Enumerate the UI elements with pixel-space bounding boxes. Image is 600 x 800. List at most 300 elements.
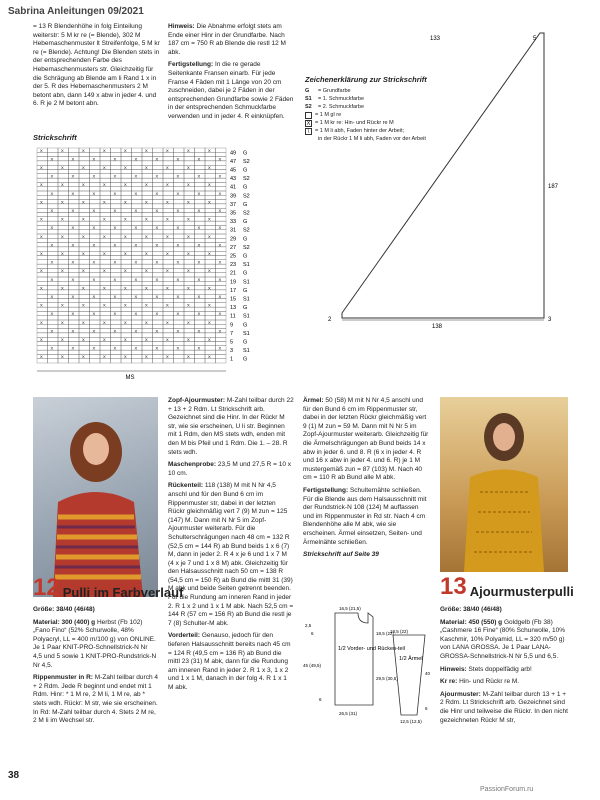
chart-mark: X (134, 294, 138, 299)
chart-cell (142, 152, 153, 156)
chart-cell (121, 260, 132, 264)
legend-symbol: X (306, 121, 311, 127)
chart-mark: X (197, 208, 201, 213)
chart-cell (153, 148, 164, 152)
chart-cell (90, 234, 101, 238)
chart-cell (58, 342, 69, 346)
chart-row-color: S2 (243, 176, 250, 183)
chart-cell (79, 273, 90, 277)
chart-cell (37, 191, 48, 195)
chart-cell (174, 264, 185, 268)
chart-cell (111, 333, 122, 337)
chart-cell (174, 281, 185, 285)
photo-pullover-13 (440, 397, 568, 572)
chart-mark: X (71, 311, 75, 317)
chart-mark: X (176, 208, 180, 213)
chart-mark: X (124, 199, 127, 205)
sleeve-schematic (385, 630, 435, 725)
chart-cell (90, 337, 101, 341)
chart-cell (153, 251, 164, 255)
chart-cell (58, 324, 69, 328)
chart-cell (195, 354, 206, 358)
chart-cell (132, 350, 143, 354)
chart-cell (153, 268, 164, 272)
chart-cell (195, 337, 206, 341)
chart-cell (216, 333, 227, 337)
chart-cell (58, 329, 69, 333)
chart-cell (153, 281, 164, 285)
chart-cell (142, 346, 153, 350)
chart-mark: X (92, 173, 96, 179)
chart-cell (111, 251, 122, 255)
chart-cell (195, 217, 206, 221)
chart-cell (163, 243, 174, 247)
chart-mark: X (92, 328, 96, 334)
chart-mark: X (124, 182, 127, 188)
kr-text: Hin- und Rückr re M. (459, 678, 520, 686)
chart-cell (205, 277, 216, 281)
chart-cell (69, 359, 80, 363)
dim-top: 133 (430, 36, 441, 42)
chart-mark: X (187, 182, 190, 188)
chart-cell (205, 329, 216, 333)
model-illustration-13 (440, 397, 568, 572)
chart-cell (121, 342, 132, 346)
chart-mark: X (71, 345, 75, 351)
chart-mark: X (187, 337, 190, 342)
chart-cell (184, 256, 195, 260)
chart-mark: X (71, 208, 75, 213)
chart-cell (132, 213, 143, 217)
chart-cell (69, 268, 80, 272)
chart-mark: X (82, 147, 85, 153)
chart-cell (184, 346, 195, 350)
kr-label: Kr re: (440, 678, 458, 686)
chart-cell (37, 329, 48, 333)
chart-cell (184, 152, 195, 156)
chart-cell (100, 243, 111, 247)
chart-mark: X (61, 302, 64, 308)
chart-cell (132, 337, 143, 341)
chart-mark: X (197, 242, 201, 248)
chart-cell (163, 359, 174, 363)
chart-cell (205, 191, 216, 195)
chart-cell (37, 243, 48, 247)
chart-row-number: 27 (230, 244, 237, 251)
chart-cell (142, 277, 153, 281)
chart-mark: X (134, 156, 138, 162)
chart-mark: X (71, 225, 75, 231)
chart-row-color: G (243, 184, 248, 191)
chart-cell (58, 157, 69, 161)
chart-cell (132, 182, 143, 186)
chart-mark: X (124, 285, 127, 291)
chart-cell (163, 260, 174, 264)
chart-cell (184, 307, 195, 311)
chart-row-color: G (243, 322, 248, 329)
chart-mark: X (155, 276, 159, 282)
chart-cell (100, 294, 111, 298)
chart-row-color: S2 (243, 158, 250, 165)
chart-mark: X (40, 268, 43, 274)
chart-cell (69, 303, 80, 307)
chart-mark: X (166, 302, 169, 308)
chart-cell (111, 299, 122, 303)
chart-cell (205, 204, 216, 208)
chart-cell (205, 187, 216, 191)
chart-cell (195, 320, 206, 324)
chart-mark: X (208, 233, 211, 239)
chart-mark: X (187, 199, 190, 205)
chart-cell (58, 221, 69, 225)
chart-mark: X (145, 268, 148, 274)
chart-cell (195, 178, 206, 182)
intro-text (33, 23, 161, 109)
chart-cell (100, 204, 111, 208)
chart-mark: X (208, 354, 211, 360)
chart-cell (58, 346, 69, 350)
chart-row-color: G (243, 167, 248, 174)
chart-row-color: G (243, 219, 248, 226)
legend-symbol: G (305, 88, 310, 94)
chart-mark: X (208, 285, 211, 291)
chart-cell (79, 294, 90, 298)
chart-mark: X (40, 182, 43, 188)
chart-mark: X (155, 242, 159, 248)
chart-cell (90, 299, 101, 303)
chart-cell (37, 307, 48, 311)
body-dim-5: 45 (49,5) (303, 663, 322, 668)
chart-mark: X (134, 276, 138, 282)
chart-mark: X (50, 311, 54, 317)
chart-cell (216, 178, 227, 182)
vorder-text: Genauso, jedoch für den tieferen Halsausschnitt bereits nach 45 cm = 124 R (49,5 cm = 136 R) ab Bund die mittl 23 (31) M abk, dann für die Rundung am inneren Rand in jeder 2. R 1 x 3, 1 x 2 und 1 x 1 M, danach in der folg 4. R 1 x 1 M abk. (168, 632, 291, 691)
chart-cell (90, 217, 101, 221)
aermel-label: Ärmel: (303, 397, 324, 404)
chart-cell (37, 290, 48, 294)
chart-cell (132, 230, 143, 234)
chart-row-color: G (243, 356, 248, 363)
chart-cell (111, 200, 122, 204)
chart-row-number: 35 (230, 210, 237, 217)
chart-mark: X (50, 345, 54, 351)
chart-mark: X (155, 345, 159, 351)
rippen-text: M-Zahl teilbar durch 4 + 2 Rdm. Jede R beginnt und endet mit 1 Rdm. Hinr: * 1 M re, 2 M li, 1 M re, ab * stets wdh. Rückr: M str, wie sie erscheinen. In Rd: M-Zahl teilbar durch 4. Stets 2 M re, 2 M li im Wechsel str. (33, 674, 158, 725)
chart-cell (142, 157, 153, 161)
chart-mark: X (218, 225, 222, 231)
chart-mark: X (113, 259, 117, 265)
chart-cell (69, 354, 80, 358)
chart-cell (90, 251, 101, 255)
chart-cell (216, 281, 227, 285)
chart-mark: X (61, 199, 64, 205)
chart-cell (163, 157, 174, 161)
zopf-label: Zopf-Ajourmuster: (168, 397, 226, 404)
chart-cell (216, 165, 227, 169)
chart-cell (79, 324, 90, 328)
rippen-label: Rippenmuster in R: (33, 674, 93, 682)
chart-cell (132, 165, 143, 169)
chart-cell (79, 260, 90, 264)
chart-cell (195, 264, 206, 268)
chart-cell (132, 268, 143, 272)
chart-cell (48, 234, 59, 238)
chart-cell (205, 170, 216, 174)
chart-mark: X (155, 294, 159, 299)
chart-mark: X (145, 354, 148, 360)
chart-cell (37, 174, 48, 178)
chart-cell (48, 299, 59, 303)
chart-row-color: S1 (243, 262, 250, 269)
chart-cell (184, 187, 195, 191)
chart-cell (48, 281, 59, 285)
chart-mark: X (187, 216, 190, 222)
chart-cell (205, 243, 216, 247)
chart-mark: X (113, 225, 117, 231)
chart-cell (163, 273, 174, 277)
chart-mark: X (103, 302, 106, 308)
chart-mark: X (187, 354, 190, 360)
chart-cell (37, 359, 48, 363)
chart-cell (69, 251, 80, 255)
strickschrift-reference: Strickschrift auf Seite 39 (303, 551, 379, 559)
chart-cell (111, 148, 122, 152)
legend-title: Zeichenerklärung zur Strickschrift (305, 75, 427, 84)
chart-mark: X (134, 208, 138, 213)
chart-cell (69, 316, 80, 320)
chart-cell (90, 303, 101, 307)
chart-mark: X (155, 173, 159, 179)
zopf-text: M-Zahl teilbar durch 22 + 13 + 2 Rdm. Lt Strickschrift arb. Gezeichnet sind die Hinr. In der Rückr M str, wie sie erscheinen, U li str. Beginnen mit 1 Rdm, den MS stets wdh, enden mit den M bis Pfeil und 1 Rdm. Die 1. – 28. R stets wdh. (168, 397, 294, 456)
middle-text-block (168, 23, 294, 126)
chart-cell (48, 303, 59, 307)
chart-cell (90, 264, 101, 268)
chart-cell (205, 174, 216, 178)
chart-mark: X (113, 242, 117, 248)
chart-cell (174, 354, 185, 358)
chart-cell (174, 268, 185, 272)
chart-cell (132, 299, 143, 303)
chart-cell (153, 286, 164, 290)
chart-mark: X (197, 311, 201, 317)
maschen-text: 23,5 M und 27,5 R = 10 x 10 cm. (168, 461, 292, 477)
chart-cell (195, 200, 206, 204)
chart-mark: X (197, 190, 201, 196)
chart-row-color: S2 (243, 244, 250, 251)
chart-cell (184, 324, 195, 328)
chart-mark: X (103, 233, 106, 239)
chart-cell (216, 337, 227, 341)
chart-mark: X (145, 182, 148, 188)
chart-cell (69, 320, 80, 324)
chart-cell (121, 346, 132, 350)
chart-cell (90, 178, 101, 182)
chart-cell (184, 243, 195, 247)
chart-mark: X (176, 173, 180, 179)
chart-cell (111, 195, 122, 199)
chart-cell (132, 148, 143, 152)
hinweis13-text: Stets doppelfädig arb! (468, 665, 532, 673)
chart-cell (100, 152, 111, 156)
chart-cell (79, 204, 90, 208)
chart-mark: X (187, 147, 190, 153)
chart-cell (121, 170, 132, 174)
dim-right-small: 3 (548, 317, 552, 323)
chart-mark: X (50, 173, 54, 179)
chart-mark: X (134, 328, 138, 334)
chart-cell (132, 354, 143, 358)
legend-symbol: S2 (305, 104, 312, 110)
sleeve-dim-0: 18,5 (22) (390, 629, 409, 634)
chart-cell (163, 225, 174, 229)
chart-cell (121, 329, 132, 333)
chart-cell (48, 251, 59, 255)
chart-cell (205, 294, 216, 298)
chart-mark: X (124, 354, 127, 360)
pattern-12-column-3 (303, 397, 431, 564)
strickschrift-title: Strickschrift (33, 133, 77, 142)
chart-cell (37, 204, 48, 208)
chart-mark: X (103, 251, 106, 256)
chart-cell (48, 247, 59, 251)
chart-cell (121, 277, 132, 281)
chart-cell (216, 286, 227, 290)
chart-cell (174, 217, 185, 221)
chart-cell (163, 238, 174, 242)
chart-cell (121, 307, 132, 311)
chart-mark: X (176, 294, 180, 299)
chart-mark: X (134, 173, 138, 179)
dim-top-right: 5 (533, 36, 537, 42)
legend-symbol (305, 112, 312, 119)
chart-cell (153, 303, 164, 307)
chart-mark: X (134, 225, 138, 231)
chart-mark: X (50, 328, 54, 334)
chart-cell (48, 200, 59, 204)
chart-cell (153, 247, 164, 251)
chart-mark: X (187, 251, 190, 256)
chart-cell (195, 182, 206, 186)
sleeve-label: 1/2 Ärmel (399, 656, 423, 662)
chart-cell (58, 273, 69, 277)
chart-mark: X (61, 268, 64, 274)
chart-cell (69, 281, 80, 285)
chart-cell (142, 260, 153, 264)
chart-cell (216, 161, 227, 165)
chart-cell (216, 234, 227, 238)
chart-cell (184, 260, 195, 264)
chart-mark: X (103, 165, 106, 170)
chart-mark: X (113, 173, 117, 179)
chart-cell (37, 157, 48, 161)
chart-cell (79, 359, 90, 363)
chart-cell (111, 217, 122, 221)
chart-mark: X (197, 276, 201, 282)
chart-mark: X (82, 182, 85, 188)
chart-mark: X (166, 354, 169, 360)
chart-mark: X (187, 319, 190, 325)
chart-mark: X (124, 233, 127, 239)
shawl-shape (342, 33, 544, 318)
chart-mark: X (208, 216, 211, 222)
chart-mark: X (145, 199, 148, 205)
dim-right: 187 (548, 184, 559, 190)
chart-mark: X (82, 354, 85, 360)
chart-mark: X (155, 328, 159, 334)
chart-cell (79, 191, 90, 195)
chart-cell (163, 204, 174, 208)
chart-cell (184, 191, 195, 195)
chart-cell (48, 320, 59, 324)
chart-cell (216, 299, 227, 303)
chart-cell (174, 247, 185, 251)
chart-mark: X (218, 276, 222, 282)
chart-cell (195, 195, 206, 199)
chart-mark: X (187, 233, 190, 239)
chart-mark: X (166, 165, 169, 170)
chart-mark: X (176, 242, 180, 248)
chart-cell (132, 333, 143, 337)
chart-cell (184, 221, 195, 225)
chart-mark: X (176, 328, 180, 334)
chart-cell (90, 359, 101, 363)
chart-mark: X (187, 302, 190, 308)
chart-cell (111, 247, 122, 251)
chart-mark: X (92, 156, 96, 162)
chart-mark: X (92, 259, 96, 265)
chart-mark: X (82, 337, 85, 342)
chart-cell (163, 324, 174, 328)
chart-mark: X (103, 354, 106, 360)
chart-cell (216, 268, 227, 272)
chart-cell (174, 213, 185, 217)
chart-mark: X (208, 199, 211, 205)
chart-mark: X (208, 302, 211, 308)
chart-cell (58, 307, 69, 311)
chart-cell (163, 342, 174, 346)
chart-cell (184, 174, 195, 178)
chart-cell (90, 320, 101, 324)
chart-cell (100, 342, 111, 346)
chart-cell (216, 217, 227, 221)
chart-mark: X (71, 328, 75, 334)
chart-mark: X (113, 311, 117, 317)
chart-row-color: G (243, 253, 248, 260)
chart-cell (121, 294, 132, 298)
chart-mark: X (134, 311, 138, 317)
chart-mark: X (40, 199, 43, 205)
chart-mark: X (113, 208, 117, 213)
pattern-13-heading (440, 575, 574, 599)
chart-cell (79, 256, 90, 260)
chart-cell (58, 359, 69, 363)
chart-cell (58, 187, 69, 191)
chart-cell (58, 204, 69, 208)
chart-cell (195, 333, 206, 337)
chart-cell (174, 320, 185, 324)
chart-mark: X (197, 156, 201, 162)
chart-cell (132, 251, 143, 255)
chart-mark: X (40, 302, 43, 308)
chart-cell (142, 311, 153, 315)
chart-cell (90, 161, 101, 165)
chart-cell (184, 238, 195, 242)
chart-cell (111, 354, 122, 358)
chart-cell (142, 238, 153, 242)
chart-cell (79, 346, 90, 350)
chart-cell (37, 277, 48, 281)
chart-cell (142, 256, 153, 260)
